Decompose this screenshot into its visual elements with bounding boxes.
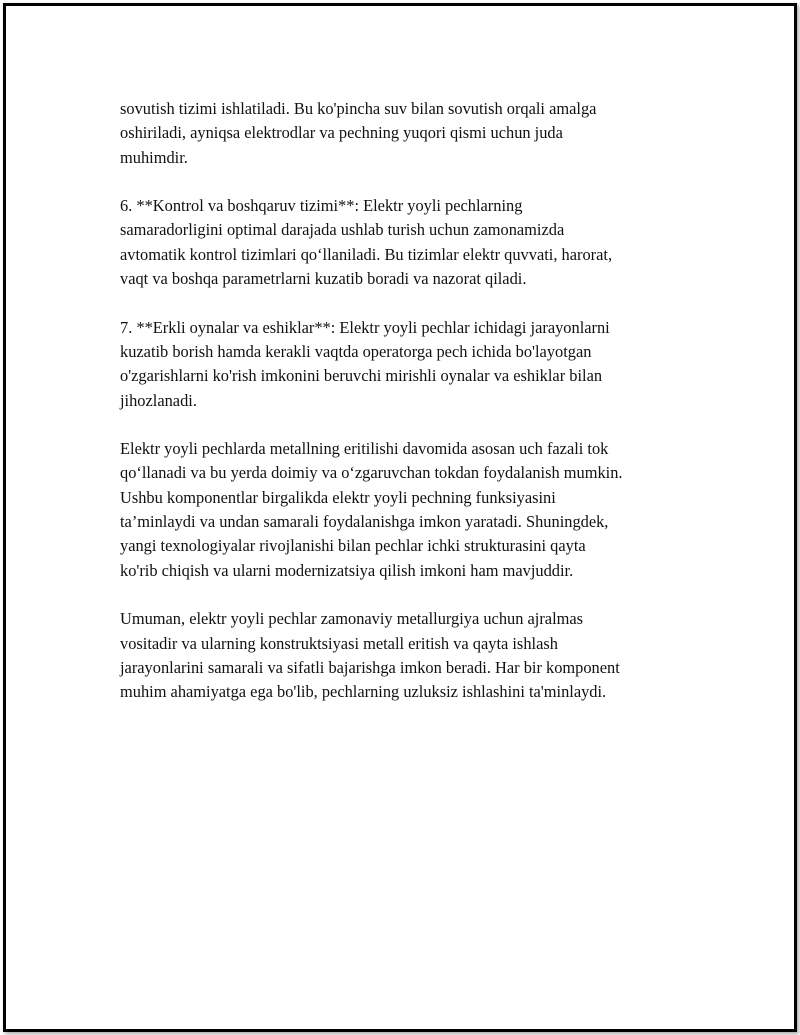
document-body: [120, 97, 695, 729]
paragraph-three-phase-current: Elektr yoyli pechlarda metallning eritilishi davomida asosan uch fazali tok qo‘llanadi va bu yerda doimiy va o‘zgaruvchan tokdan foydalanish mumkin. Ushbu komponentlar birgalikda elektr yoyli pechning funksiyasini ta’minlaydi va undan samarali foydalanishga imkon yaratadi. Shuningdek, yangi texnologiyalar rivojlanishi bilan pechlar ichki strukturasini qayta ko'rib chiqish va ularni modernizatsiya qilish imkoni ham mavjuddir.: [120, 439, 623, 580]
paragraph-cooling-continuation: sovutish tizimi ishlatiladi. Bu ko'pincha suv bilan sovutish orqali amalga oshiriladi, ayniqsa elektrodlar va pechning yuqori qismi uchun juda muhimdir.: [120, 99, 597, 167]
document-page: [3, 3, 797, 1032]
paragraph-conclusion: Umuman, elektr yoyli pechlar zamonaviy metallurgiya uchun ajralmas vositadir va ularning konstruktsiyasi metall eritish va qayta ishlash jarayonlarini samarali va sifatli bajarishga imkon beradi. Har bir komponent muhim ahamiyatga ega bo'lib, pechlarning uzluksiz ishlashini ta'minlaydi.: [120, 609, 620, 702]
paragraph-windows-doors: 7. **Erkli oynalar va eshiklar**: Elektr yoyli pechlar ichidagi jarayonlarni kuzatib borish hamda kerakli vaqtda operatorga pech ichida bo'layotgan o'zgarishlarni ko'rish imkonini beruvchi mirishli oynalar va eshiklar bilan jihozlanadi.: [120, 317, 610, 410]
paragraph-control-system: 6. **Kontrol va boshqaruv tizimi**: Elektr yoyli pechlarning samaradorligini optimal darajada ushlab turish uchun zamonamizda avtomatik kontrol tizimlari qo‘llaniladi. Bu tizimlar elektr quvvati, harorat, vaqt va boshqa parametrlarni kuzatib boradi va nazorat qiladi.: [120, 196, 613, 289]
